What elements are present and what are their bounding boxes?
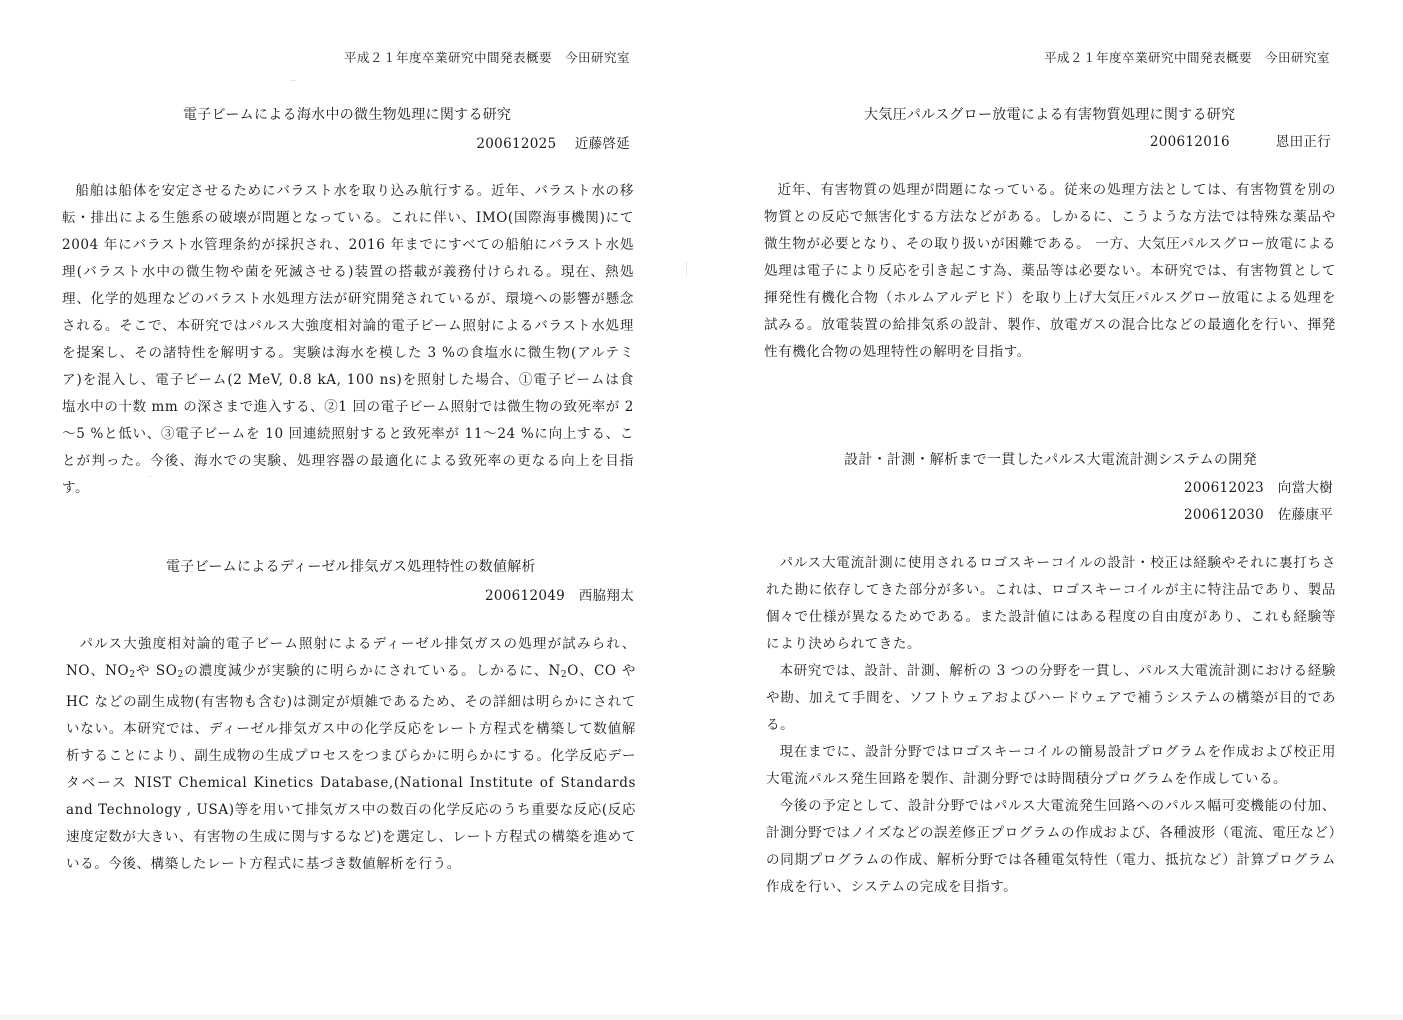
scan-speck — [686, 262, 687, 276]
student-id: 200612016 — [1149, 134, 1230, 150]
student-name: 向當大樹 — [1277, 480, 1333, 496]
article-4-title: 設計・計測・解析まで一貫したパルス大電流計測システムの開発 — [844, 452, 1257, 468]
article-2-body — [66, 631, 636, 878]
article-1-title: 電子ビームによる海水中の微生物処理に関する研究 — [183, 107, 512, 123]
article-4-body — [766, 550, 1336, 901]
article-3-author — [1150, 130, 1331, 150]
student-name: 近藤啓延 — [574, 136, 630, 152]
right-page-header: 平成２１年度卒業研究中間発表概要 今田研究室 — [1043, 50, 1330, 65]
left-page-header: 平成２１年度卒業研究中間発表概要 今田研究室 — [343, 50, 630, 65]
paragraph: パルス大強度相対論的電子ビーム照射によるディーゼル排気ガスの処理が試みられ、NO、$NO_2$や $SO_2$の濃度減少が実験的に明らかにされている。しかるに、$N_2O$、CO や HC などの副生成物(有害物も含む)は測定が煩雑であるため、その詳細は明らかにされていない。本研究では、ディーゼル排気ガス中の化学反応をレート方程式を構築して数値解析することにより、副生成物の生成プロセスをつまびらかに明らかにする。化学反応データベース NIST Chemical Kinetics Database,(National Institute of Standards and Technology , USA)等を用いて排気ガス中の数百の化学反応のうち重要な反応(反応速度定数が大きい、有害物の生成に関与するなど)を選定し、レート方程式の構築を進めている。今後、構築したレート方程式に基づき数値解析を行う。 — [66, 636, 636, 872]
paragraph: 現在までに、設計分野ではロゴスキーコイルの簡易設計プログラムを作成および校正用大電流パルス発生回路を製作、計測分野では時間積分プログラムを作成している。 — [766, 744, 1336, 787]
article-2-author — [485, 584, 634, 604]
scan-edge — [0, 1014, 1403, 1020]
paragraph: パルス大電流計測に使用されるロゴスキーコイルの設計・校正は経験やそれに裏打ちされた勘に依存してきた部分が多い。これは、ロゴスキーコイルが主に特注品であり、製品個々で仕様が異なるためである。また設計値にはある程度の自由度があり、これも経験等により決められてきた。 — [766, 555, 1336, 652]
paragraph: 本研究では、設計、計測、解析の 3 つの分野を一貫し、パルス大電流計測における経験や勘、加えて手間を、ソフトウェアおよびハードウェアで補うシステムの構築が目的である。 — [766, 663, 1336, 733]
article-4-author-1 — [1184, 476, 1333, 496]
article-3-body — [764, 177, 1336, 366]
student-id: 200612025 — [476, 136, 557, 152]
paragraph: 近年、有害物質の処理が問題になっている。従来の処理方法としては、有害物質を別の物質との反応で無害化する方法などがある。しかるに、こうような方法では特殊な薬品や微生物が必要となり、その取り扱いが困難である。 一方、大気圧パルスグロー放電による処理は電子により反応を引き起こす為、薬品等は必要ない。本研究では、有害物質として揮発性有機化合物（ホルムアルデヒド）を取り上げ大気圧パルスグロー放電による処理を試みる。放電装置の給排気系の設計、製作、放電ガスの混合比などの最適化を行い、揮発性有機化合物の処理特性の解明を目指す。 — [764, 182, 1336, 360]
scan-speck — [290, 80, 296, 81]
paragraph: 船舶は船体を安定させるためにバラスト水を取り込み航行する。近年、バラスト水の移転・排出による生態系の破壊が問題となっている。これに伴い、IMO(国際海事機関)にて 2004 年にバラスト水管理条約が採択され、2016 年までにすべての船舶にバラスト水処理(バラスト水中の微生物や菌を死滅させる)装置の搭載が義務付けられる。現在、熱処理、化学的処理などのバラスト水処理方法が研究開発されているが、環境への影響が懸念される。そこで、本研究ではパルス大強度相対論的電子ビーム照射によるバラスト水処理を提案し、その諸特性を解明する。実験は海水を模した 3 %の食塩水に微生物(アルテミア)を混入し、電子ビーム(2 MeV, 0.8 kA, 100 ns)を照射した場合、①電子ビームは食塩水中の十数 mm の深さまで進入する、②1 回の電子ビーム照射では微生物の致死率が 2～5 %と低い、③電子ビームを 10 回連続照射すると致死率が 11～24 %に向上する、ことが判った。今後、海水での実験、処理容器の最適化による致死率の更なる向上を目指す。 — [62, 183, 634, 496]
article-3-title: 大気圧パルスグロー放電による有害物質処理に関する研究 — [864, 107, 1236, 123]
paragraph: 今後の予定として、設計分野ではパルス大電流発生回路へのパルス幅可変機能の付加、計測分野ではノイズなどの誤差修正プログラムの作成および、各種波形（電流、電圧など）の同期プログラムの作成、解析分野では各種電気特性（電力、抵抗など）計算プログラム作成を行い、システムの完成を目指す。 — [766, 798, 1336, 895]
article-1-author — [476, 132, 630, 152]
right-page — [700, 0, 1403, 1020]
student-name: 恩田正行 — [1275, 134, 1331, 150]
student-id: 200612023 — [1184, 480, 1265, 496]
article-4-author-2 — [1184, 503, 1333, 523]
article-1-body — [62, 178, 634, 502]
article-2-title: 電子ビームによるディーゼル排気ガス処理特性の数値解析 — [166, 559, 536, 575]
student-name: 佐藤康平 — [1277, 507, 1333, 523]
left-page — [0, 0, 700, 1020]
scan-speck — [148, 476, 151, 477]
student-id: 200612030 — [1184, 507, 1265, 523]
student-name: 西脇翔太 — [578, 588, 634, 604]
student-id: 200612049 — [485, 588, 566, 604]
